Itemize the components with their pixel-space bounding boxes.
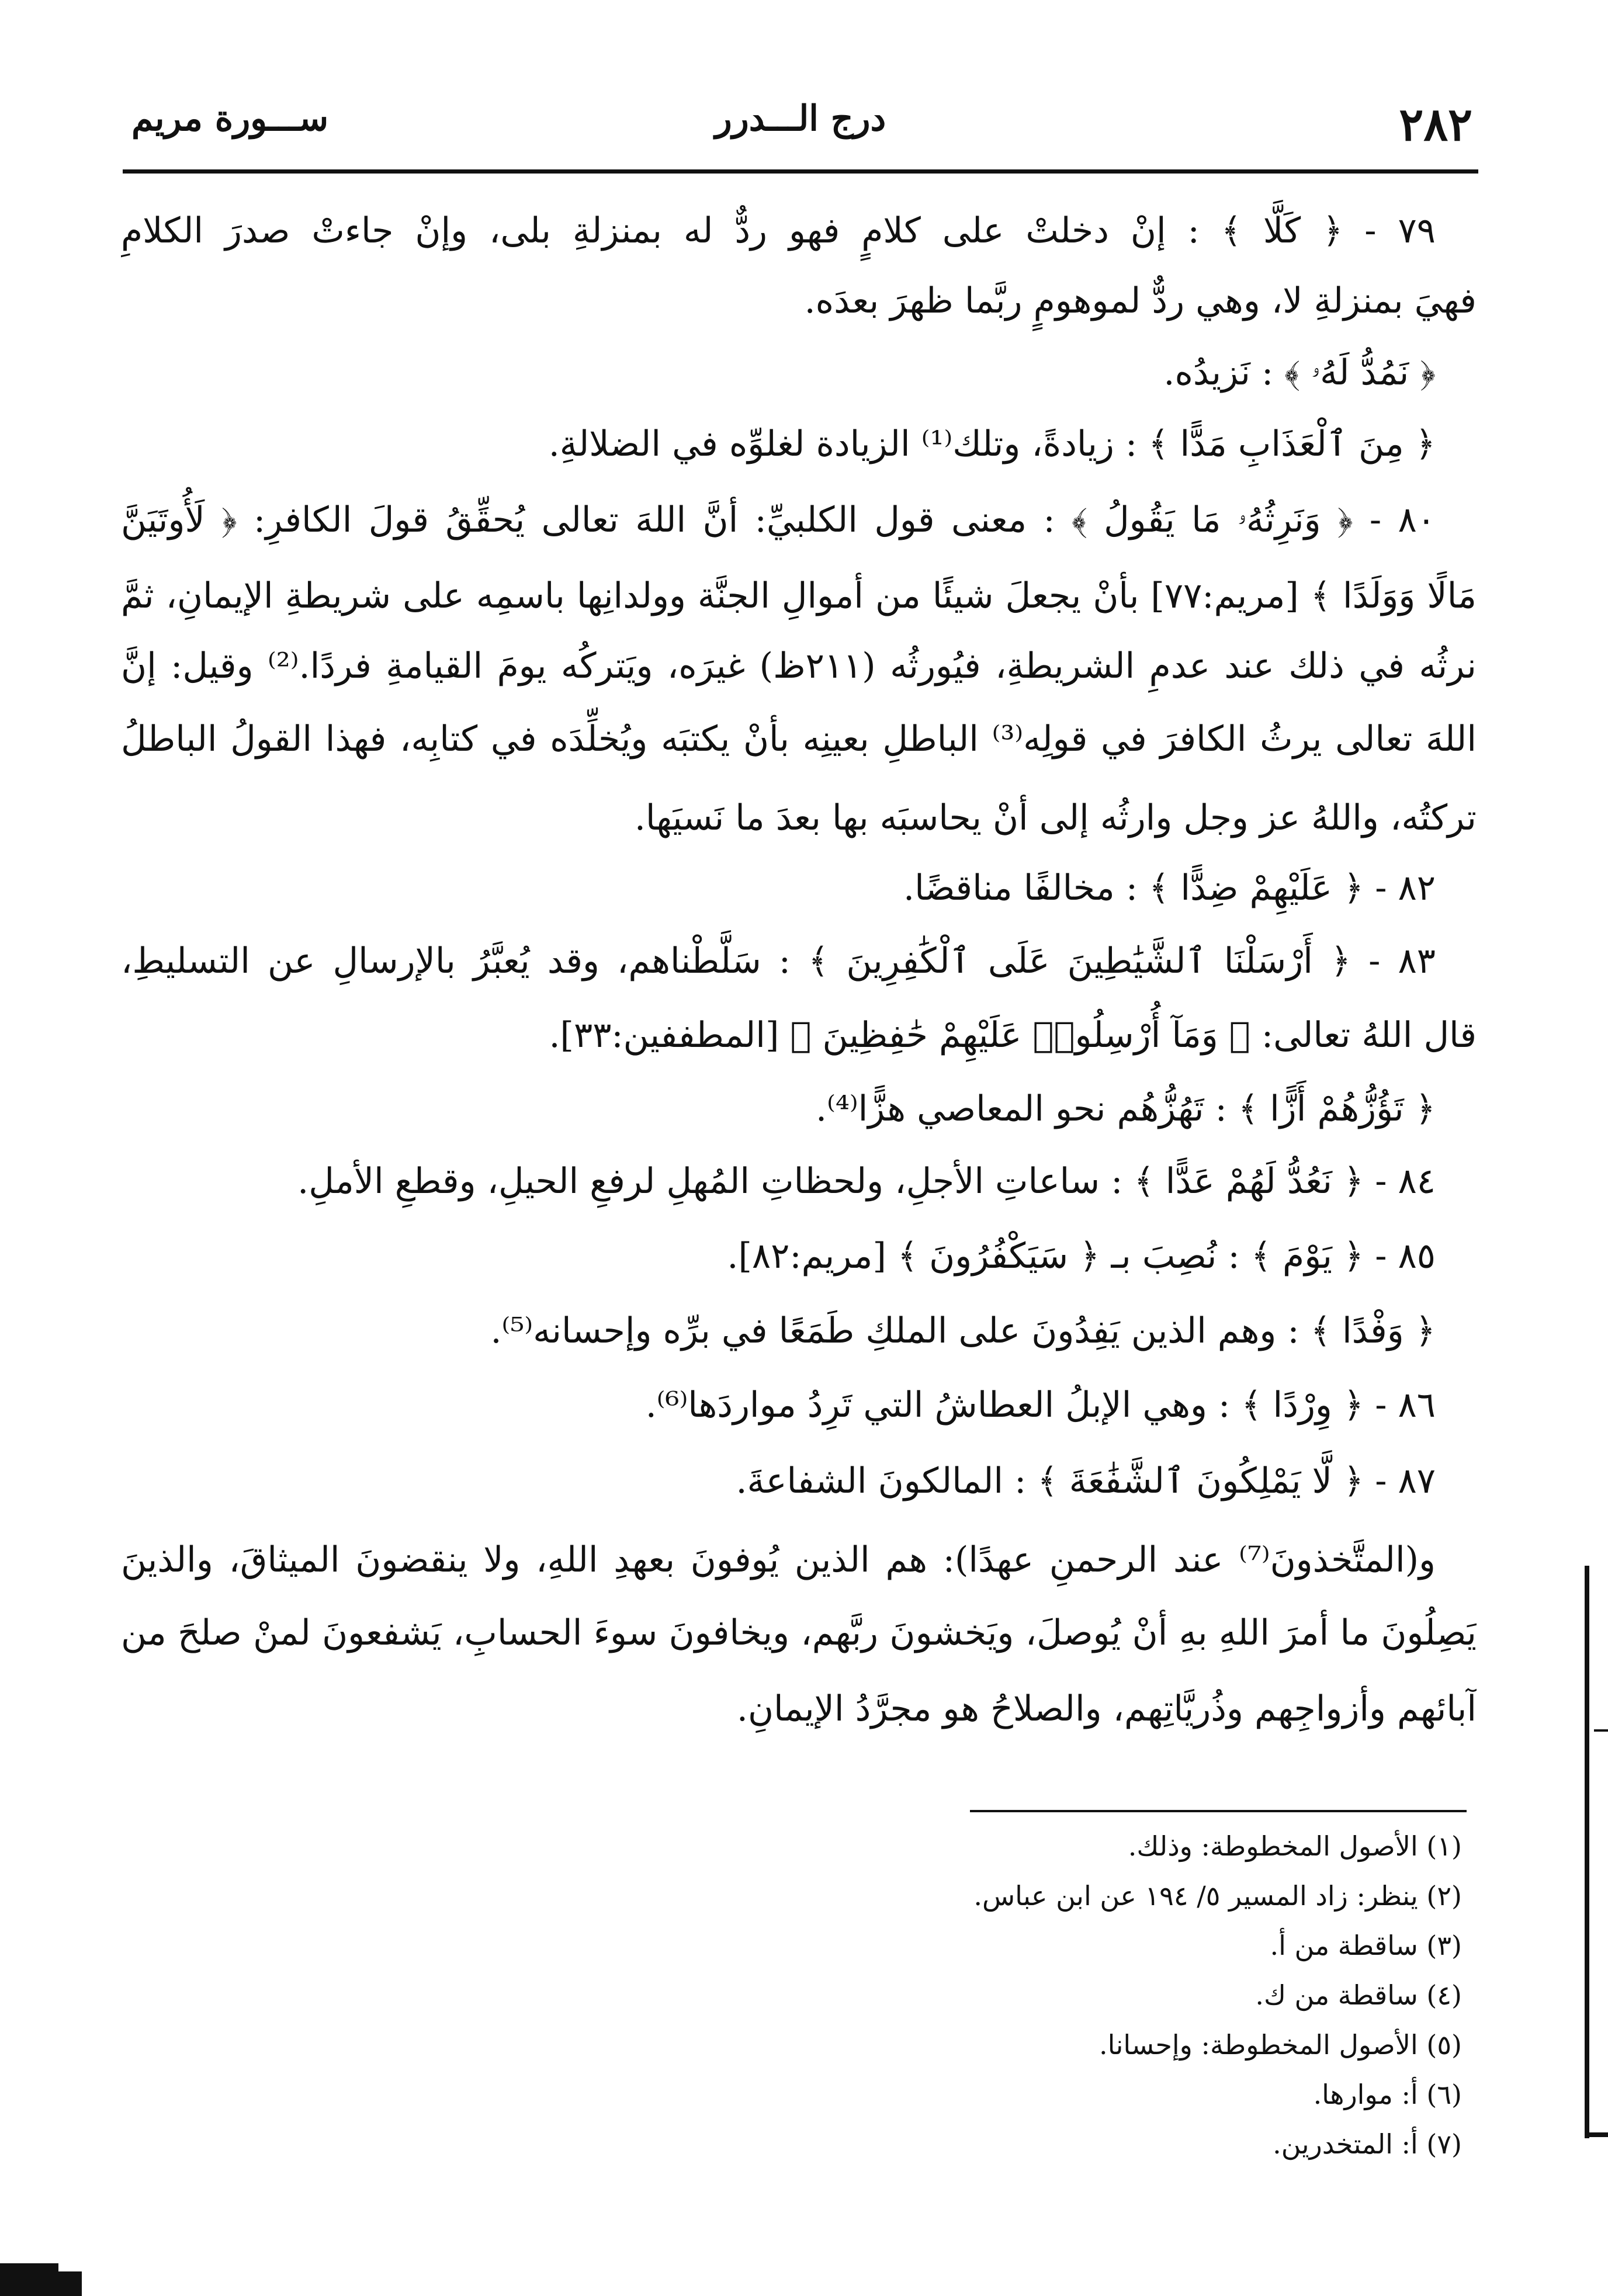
footnote: (٤) ساقطة من ك. [1255,1979,1462,2011]
scan-edge-mark [1585,2132,1608,2137]
footnote: (٦) أ: موارها. [1313,2079,1462,2110]
scan-corner-mark [0,2271,82,2296]
body-line: ٨٦ - ﴿ وِرْدًا ﴾ : وهي الإبلُ العطاشُ التي تَرِدُ مواردَها⁽⁶⁾. [645,1385,1436,1426]
page-number: ٢٨٢ [1399,98,1472,151]
body-line: ٨٧ - ﴿ لَّا يَمْلِكُونَ ٱلشَّفَٰعَةَ ﴾ : المالكونَ الشفاعةَ. [736,1461,1436,1501]
footnote: (١) الأصول المخطوطة: وذلك. [1128,1830,1462,1862]
body-line: اللهَ تعالى يرثُ الكافرَ في قولِه⁽³⁾ الباطلِ بعينِه بأنْ يكتبَه ويُخلِّدَه في كتابِه، فهذا القولُ الباطلُ [121,719,1477,759]
body-line: آبائهم وأزواجِهم وذُريَّاتِهم، والصلاحُ هو مجرَّدُ الإيمانِ. [736,1688,1477,1729]
body-line: ٨٣ - ﴿ أَرْسَلْنَا ٱلشَّيَٰطِينَ عَلَى ٱلْكَٰفِرِينَ ﴾ : سَلَّطْناهم، وقد يُعبَّرُ بالإرسالِ عن التسليطِ، [121,941,1436,981]
running-book-title: درج الـــدرر [715,98,886,139]
footnote-rule [970,1810,1467,1812]
footnote: (٣) ساقطة من أ. [1270,1930,1462,1961]
body-line: ﴿ مِنَ ٱلْعَذَابِ مَدًّا ﴾ : زيادةً، وتلك⁽¹⁾ الزيادة لغلوِّه في الضلالةِ. [548,424,1436,464]
body-line: ﴿ نَمُدُّ لَهُۥ ﴾ : نَزيدُه. [1163,352,1436,393]
body-line: ٨٤ - ﴿ نَعُدُّ لَهُمْ عَدًّا ﴾ : ساعاتِ الأجلِ، ولحظاتِ المُهلِ لرفعِ الحيلِ، وقطعِ الأملِ. [297,1161,1436,1202]
body-line: مَالًا وَوَلَدًا ﴾ [مريم:٧٧] بأنْ يجعلَ شيئًا من أموالِ الجنَّة وولدانِها باسمِه على شريطةِ الإيمانِ، ثمَّ [121,575,1477,616]
body-line: ٧٩ - ﴿ كَلَّا ﴾ : إنْ دخلتْ على كلامٍ فهو ردٌّ له بمنزلةِ بلى، وإنْ جاءتْ صدرَ الكلامِ [121,210,1436,251]
scan-edge-mark [1585,1566,1589,2138]
body-line: تركتُه، واللهُ عز وجل وارثُه إلى أنْ يحاسبَه بها بعدَ ما نَسيَها. [634,797,1477,838]
body-line: نرثُه في ذلك عند عدمِ الشريطةِ، فيُورثُه (٢١١ظ) غيرَه، ويَتركُه يومَ القيامةِ فردًا.⁽²⁾ وقيل: إنَّ [121,646,1477,686]
body-line: ٨٠ - ﴿ وَنَرِثُهُۥ مَا يَقُولُ ﴾ : معنى قول الكلبيِّ: أنَّ اللهَ تعالى يُحقِّقُ قولَ الكافرِ: ﴿ لَأُوتَيَنَّ [121,500,1436,540]
body-line: يَصِلُونَ ما أمرَ اللهِ بهِ أنْ يُوصلَ، ويَخشونَ ربَّهم، ويخافونَ سوءَ الحسابِ، يَشفعونَ لمنْ صلحَ من [121,1612,1477,1653]
body-line: و(المتَّخذونَ⁽⁷⁾ عند الرحمنِ عهدًا): هم الذين يُوفونَ بعهدِ اللهِ، ولا ينقضونَ الميثاقَ، والذينَ [121,1539,1436,1580]
body-line: قال اللهُ تعالى: ﴿ وَمَآ أُرْسِلُوا۟ عَلَيْهِمْ حَٰفِظِينَ ﴾ [المطففين:٣٣]. [549,1015,1477,1056]
scan-corner-mark [0,2263,58,2271]
running-surah-title: ســـورة مريم [131,98,329,139]
body-line: ٨٢ - ﴿ عَلَيْهِمْ ضِدًّا ﴾ : مخالفًا مناقضًا. [903,868,1436,908]
body-line: ﴿ وَفْدًا ﴾ : وهم الذين يَفِدُونَ على الملكِ طَمَعًا في برِّه وإحسانه⁽⁵⁾. [490,1310,1436,1351]
footnote: (٧) أ: المتخدرين. [1273,2128,1462,2160]
body-line: ٨٥ - ﴿ يَوْمَ ﴾ : نُصِبَ بـ ﴿ سَيَكْفُرُونَ ﴾ [مريم:٨٢]. [727,1236,1436,1277]
body-line: ﴿ تَؤُزُّهُمْ أَزًّا ﴾ : تَهُزُّهُم نحو المعاصي هزًّا⁽⁴⁾. [816,1088,1436,1129]
footnote: (٥) الأصول المخطوطة: وإحسانا. [1098,2029,1462,2061]
footnote: (٢) ينظر: زاد المسير ٥/ ١٩٤ عن ابن عباس. [973,1880,1462,1912]
body-line: فهيَ بمنزلةِ لا، وهي ردٌّ لموهومٍ ربَّما ظهرَ بعدَه. [804,280,1477,321]
scan-edge-mark [1594,1729,1608,1732]
header-rule [123,169,1478,174]
